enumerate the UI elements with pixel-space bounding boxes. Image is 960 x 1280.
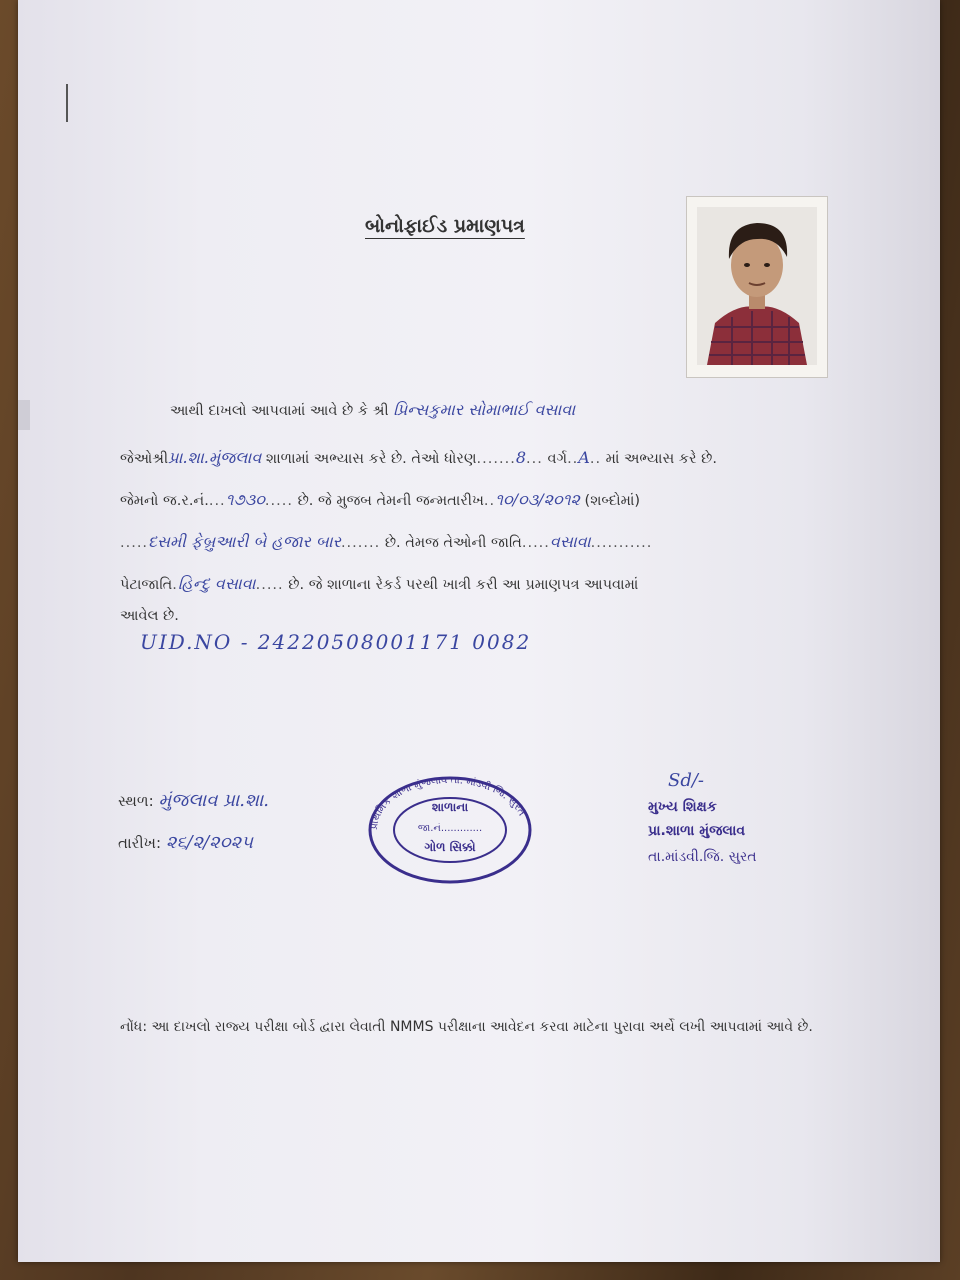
line3-mid: છે. જે મુજબ તેમની જન્મતારીખ bbox=[297, 493, 484, 509]
line2-mid: શાળામાં અભ્યાસ કરે છે. તેઓ ધોરણ bbox=[265, 451, 477, 467]
line6-text: આવેલ છે. bbox=[120, 608, 179, 624]
student-portrait-icon bbox=[697, 207, 817, 365]
gr-label: જેમનો જ.ર.નં. bbox=[120, 493, 209, 509]
school-stamp bbox=[367, 775, 533, 889]
intro-text: આથી દાખલો આપવામાં આવે છે કે શ્રી bbox=[170, 403, 389, 419]
class-label: વર્ગ bbox=[547, 451, 568, 467]
line2-suffix: માં અભ્યાસ કરે છે. bbox=[605, 451, 717, 467]
stamp-center-line1: શાળાના bbox=[431, 800, 469, 814]
student-photo bbox=[686, 196, 828, 378]
pen-mark bbox=[66, 84, 68, 122]
principal-title: મુખ્ય શિક્ષક bbox=[648, 799, 717, 815]
in-words-label: (શબ્દોમાં) bbox=[584, 493, 641, 509]
body-line-1 bbox=[170, 400, 575, 420]
date-value: ૨૬/૨/૨૦૨૫ bbox=[165, 832, 253, 853]
school-short-name: પ્રા.શા.મુંજલાવ bbox=[168, 448, 262, 467]
body-line-4: .....દસમી ફેબ્રુઆરી બે હજાર બાર....... છે. તેમજ તેઓની જાતિ.....વસાવા........... bbox=[120, 532, 653, 551]
place-value: મુંજલાવ પ્રા.શા. bbox=[158, 790, 269, 811]
line4-mid: છે. તેમજ તેઓની જાતિ bbox=[384, 535, 522, 551]
stamp-ring-text: પ્રાથમિક શાળા મુંજલાવ તા. માંડવી જિ. સુરત bbox=[368, 775, 528, 831]
footnote: નોંધ: આ દાખલો રાજ્ય પરીક્ષા બોર્ડ દ્વારા લેવાતી NMMS પરીક્ષાના આવેદન કરવા માટેના પુરાવા અર્થે લખી આપવામાં આવે છે. bbox=[120, 1019, 813, 1035]
dob-in-words: દસમી ફેબ્રુઆરી બે હજાર બાર bbox=[148, 532, 341, 551]
date-row bbox=[118, 832, 253, 853]
principal-signature-block bbox=[648, 770, 757, 865]
place-row bbox=[118, 790, 269, 811]
stamp-center-line3: ગોળ સિક્કો bbox=[424, 840, 476, 854]
subcaste-label: પેટાજાતિ bbox=[120, 577, 173, 593]
division-value: A bbox=[578, 448, 590, 467]
school-seal-icon bbox=[367, 775, 533, 885]
certificate-title: બોનોફાઈડ પ્રમાણપત્ર bbox=[365, 215, 525, 237]
date-label: તારીખ: bbox=[118, 834, 162, 852]
place-label: સ્થળ: bbox=[118, 792, 154, 810]
paper-fold bbox=[18, 400, 30, 430]
dob-value: ૧૦/૦૩/૨૦૧૨ bbox=[495, 490, 580, 509]
body-line-3: જેમનો જ.ર.નં....૧૭૩૦..... છે. જે મુજબ તેમની જન્મતારીખ..૧૦/૦૩/૨૦૧૨ (શબ્દોમાં) bbox=[120, 490, 641, 509]
caste-value: વસાવા bbox=[549, 532, 591, 551]
body-line-2: જેઓશ્રીપ્રા.શા.મુંજલાવ શાળામાં અભ્યાસ કરે છે. તેઓ ધોરણ.......8... વર્ગ..A.. માં અભ્યાસ કરે છે. bbox=[120, 448, 717, 467]
student-name: પ્રિન્સકુમાર સોમાભાઈ વસાવા bbox=[393, 400, 576, 419]
stamp-center-line2: જા.નં............. bbox=[417, 823, 483, 834]
gr-number: ૧૭૩૦ bbox=[225, 490, 265, 509]
line2-prefix: જેઓશ્રી bbox=[120, 451, 169, 467]
subcaste-value: હિન્દુ વસાવા bbox=[177, 574, 256, 593]
standard-value: 8 bbox=[515, 448, 526, 467]
body-line-5: પેટાજાતિ.હિન્દુ વસાવા..... છે. જે શાળાના રેકર્ડ પરથી ખાત્રી કરી આ પ્રમાણપત્ર આપવામાં bbox=[120, 574, 639, 593]
uid-number: UID.NO - 24220508001171 0082 bbox=[140, 630, 532, 654]
signature: Sd/- bbox=[668, 770, 704, 791]
principal-place: તા.માંડવી.જિ. સુરત bbox=[648, 849, 757, 865]
body-line-6 bbox=[120, 608, 179, 624]
line5-suffix: છે. જે શાળાના રેકર્ડ પરથી ખાત્રી કરી આ પ્રમાણપત્ર આપવામાં bbox=[288, 577, 639, 593]
principal-school: પ્રા.શાળા મુંજલાવ bbox=[648, 823, 746, 839]
